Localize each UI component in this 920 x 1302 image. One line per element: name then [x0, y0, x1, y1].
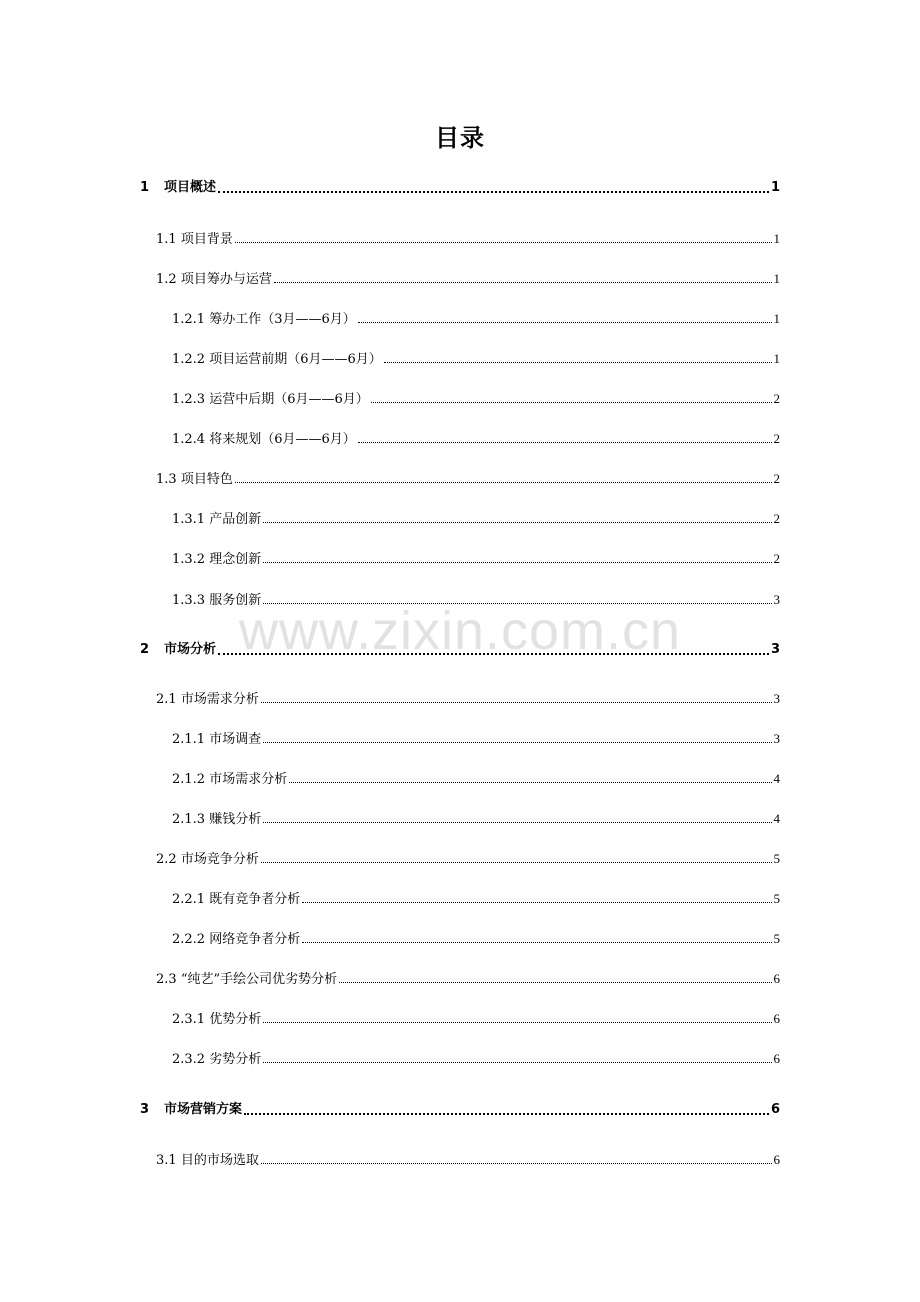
toc-dot-leader — [263, 729, 771, 743]
toc-entry-page-number: 5 — [773, 891, 780, 906]
toc-dot-leader — [235, 229, 772, 243]
toc-entry[interactable] — [156, 229, 780, 249]
toc-entry[interactable] — [140, 640, 780, 660]
toc-entry-number: 2.1 — [156, 692, 181, 707]
toc-dot-leader — [263, 1049, 771, 1063]
toc-entry-page-number: 1 — [773, 351, 780, 366]
toc-entry-number: 2.1.3 — [172, 812, 210, 827]
toc-entry-label: 将来规划（6月——6月） — [209, 432, 356, 447]
toc-entry-number: 1.2.3 — [172, 392, 210, 407]
toc-entry[interactable] — [156, 689, 780, 709]
toc-entry[interactable] — [172, 309, 780, 329]
toc-dot-leader — [358, 429, 772, 443]
toc-entry[interactable] — [172, 429, 780, 449]
toc-entry-number: 1.1 — [156, 232, 181, 247]
toc-dot-leader — [263, 590, 771, 604]
toc-entry-label: 项目概述 — [164, 180, 217, 195]
toc-entry-number: 1 — [140, 180, 150, 195]
toc-entry[interactable] — [172, 1049, 780, 1069]
toc-entry-page-number: 6 — [773, 1051, 780, 1066]
toc-entry-label: 市场营销方案 — [164, 1102, 243, 1117]
toc-entry-label: 产品创新 — [209, 512, 262, 527]
toc-entry-number: 2 — [140, 642, 150, 657]
toc-entry[interactable] — [172, 729, 780, 749]
toc-entry-number: 1.2.2 — [172, 352, 210, 367]
toc-entry[interactable] — [172, 590, 780, 610]
toc-entry[interactable] — [172, 549, 780, 569]
toc-dot-leader — [263, 1009, 771, 1023]
toc-entry-label: 目的市场选取 — [180, 1153, 259, 1168]
toc-entry-label: 项目背景 — [180, 232, 233, 247]
toc-dot-leader — [274, 269, 772, 283]
toc-entry-number: 3.1 — [156, 1153, 181, 1168]
toc-entry-number: 2.3.1 — [172, 1012, 210, 1027]
toc-entry[interactable] — [172, 389, 780, 409]
toc-entry[interactable] — [140, 178, 780, 198]
toc-entry-number: 1.2.1 — [172, 312, 210, 327]
toc-entry-number: 2.1.1 — [172, 732, 210, 747]
toc-entry-label: 运营中后期（6月——6月） — [209, 392, 369, 407]
toc-entry[interactable] — [140, 1100, 780, 1120]
toc-dot-leader — [261, 689, 772, 703]
toc-entry-page-number: 5 — [773, 851, 780, 866]
toc-entry-page-number: 6 — [773, 1152, 780, 1167]
page-title: 目录 — [435, 124, 485, 152]
toc-entry-label: 理念创新 — [209, 552, 262, 567]
toc-dot-leader — [339, 969, 771, 983]
toc-entry[interactable] — [172, 809, 780, 829]
toc-entry-page-number: 2 — [773, 391, 780, 406]
toc-dot-leader — [261, 1150, 772, 1164]
toc-entry-page-number: 2 — [773, 431, 780, 446]
toc-dot-leader — [263, 509, 771, 523]
toc-entry-page-number: 2 — [773, 551, 780, 566]
toc-entry-number: 1.3.3 — [172, 593, 210, 608]
toc-dot-leader — [263, 809, 771, 823]
toc-entry-label: 服务创新 — [209, 593, 262, 608]
toc-dot-leader — [263, 549, 771, 563]
toc-entry-label: 筹办工作（3月——6月） — [209, 312, 356, 327]
toc-entry-number: 1.3.1 — [172, 512, 210, 527]
toc-entry-page-number: 6 — [773, 971, 780, 986]
toc-entry-label: 市场调查 — [209, 732, 262, 747]
toc-entry-page-number: 2 — [773, 471, 780, 486]
toc-entry[interactable] — [156, 849, 780, 869]
toc-entry[interactable] — [172, 929, 780, 949]
toc-entry-label: 项目运营前期（6月——6月） — [209, 352, 382, 367]
toc-dot-leader — [302, 929, 771, 943]
toc-entry-page-number: 3 — [773, 592, 780, 607]
watermark: www.zixin.com.cn — [238, 601, 682, 661]
toc-dot-leader — [244, 1100, 769, 1115]
toc-entry[interactable] — [172, 509, 780, 529]
toc-entry[interactable] — [156, 269, 780, 289]
toc-entry-page-number: 3 — [770, 642, 780, 657]
toc-dot-leader — [358, 309, 772, 323]
toc-entry-page-number: 2 — [773, 511, 780, 526]
toc-entry-number: 2.2 — [156, 852, 181, 867]
toc-entry-page-number: 4 — [773, 771, 780, 786]
toc-entry-number: 1.3 — [156, 472, 181, 487]
toc-entry-page-number: 6 — [773, 1011, 780, 1026]
toc-entry-page-number: 6 — [770, 1102, 780, 1117]
toc-dot-leader — [371, 389, 772, 403]
toc-entry-label: 优势分析 — [209, 1012, 262, 1027]
toc-entry-label: 网络竞争者分析 — [209, 932, 301, 947]
toc-entry-number: 2.1.2 — [172, 772, 210, 787]
toc-entry-page-number: 5 — [773, 931, 780, 946]
toc-entry-label: 市场需求分析 — [180, 692, 259, 707]
toc-entry-number: 1.2 — [156, 272, 181, 287]
toc-entry-page-number: 1 — [773, 231, 780, 246]
toc-dot-leader — [302, 889, 771, 903]
toc-entry-label: 市场竞争分析 — [180, 852, 259, 867]
toc-entry[interactable] — [172, 1009, 780, 1029]
toc-dot-leader — [261, 849, 772, 863]
toc-entry[interactable] — [156, 469, 780, 489]
toc-entry-number: 2.3 — [156, 972, 181, 987]
toc-entry[interactable] — [172, 889, 780, 909]
toc-entry-label: 赚钱分析 — [209, 812, 262, 827]
toc-dot-leader — [218, 178, 769, 193]
toc-entry-label: 项目特色 — [180, 472, 233, 487]
toc-entry-number: 1.3.2 — [172, 552, 210, 567]
toc-entry-number: 2.2.2 — [172, 932, 210, 947]
toc-entry-label: 项目筹办与运营 — [180, 272, 272, 287]
toc-entry[interactable] — [172, 769, 780, 789]
toc-entry-page-number: 3 — [773, 731, 780, 746]
toc-dot-leader — [384, 349, 772, 363]
toc-entry-page-number: 1 — [773, 311, 780, 326]
toc-entry-label: 劣势分析 — [209, 1052, 262, 1067]
toc-entry-page-number: 1 — [773, 271, 780, 286]
toc-entry-number: 2.3.2 — [172, 1052, 210, 1067]
toc-entry[interactable] — [156, 969, 780, 989]
toc-entry-number: 3 — [140, 1102, 150, 1117]
toc-entry[interactable] — [172, 349, 780, 369]
toc-entry-page-number: 4 — [773, 811, 780, 826]
toc-entry-page-number: 1 — [770, 180, 780, 195]
toc-entry-number: 2.2.1 — [172, 892, 210, 907]
toc-dot-leader — [235, 469, 772, 483]
toc-dot-leader — [289, 769, 771, 783]
toc-entry-label: 既有竞争者分析 — [209, 892, 301, 907]
toc-entry-label: 市场需求分析 — [209, 772, 288, 787]
toc-dot-leader — [218, 640, 769, 655]
toc-entry[interactable] — [156, 1150, 780, 1170]
toc-entry-number: 1.2.4 — [172, 432, 210, 447]
toc-entry-page-number: 3 — [773, 691, 780, 706]
toc-entry-label: 市场分析 — [164, 642, 217, 657]
toc-entry-label: “纯艺”手绘公司优劣势分析 — [180, 972, 338, 987]
